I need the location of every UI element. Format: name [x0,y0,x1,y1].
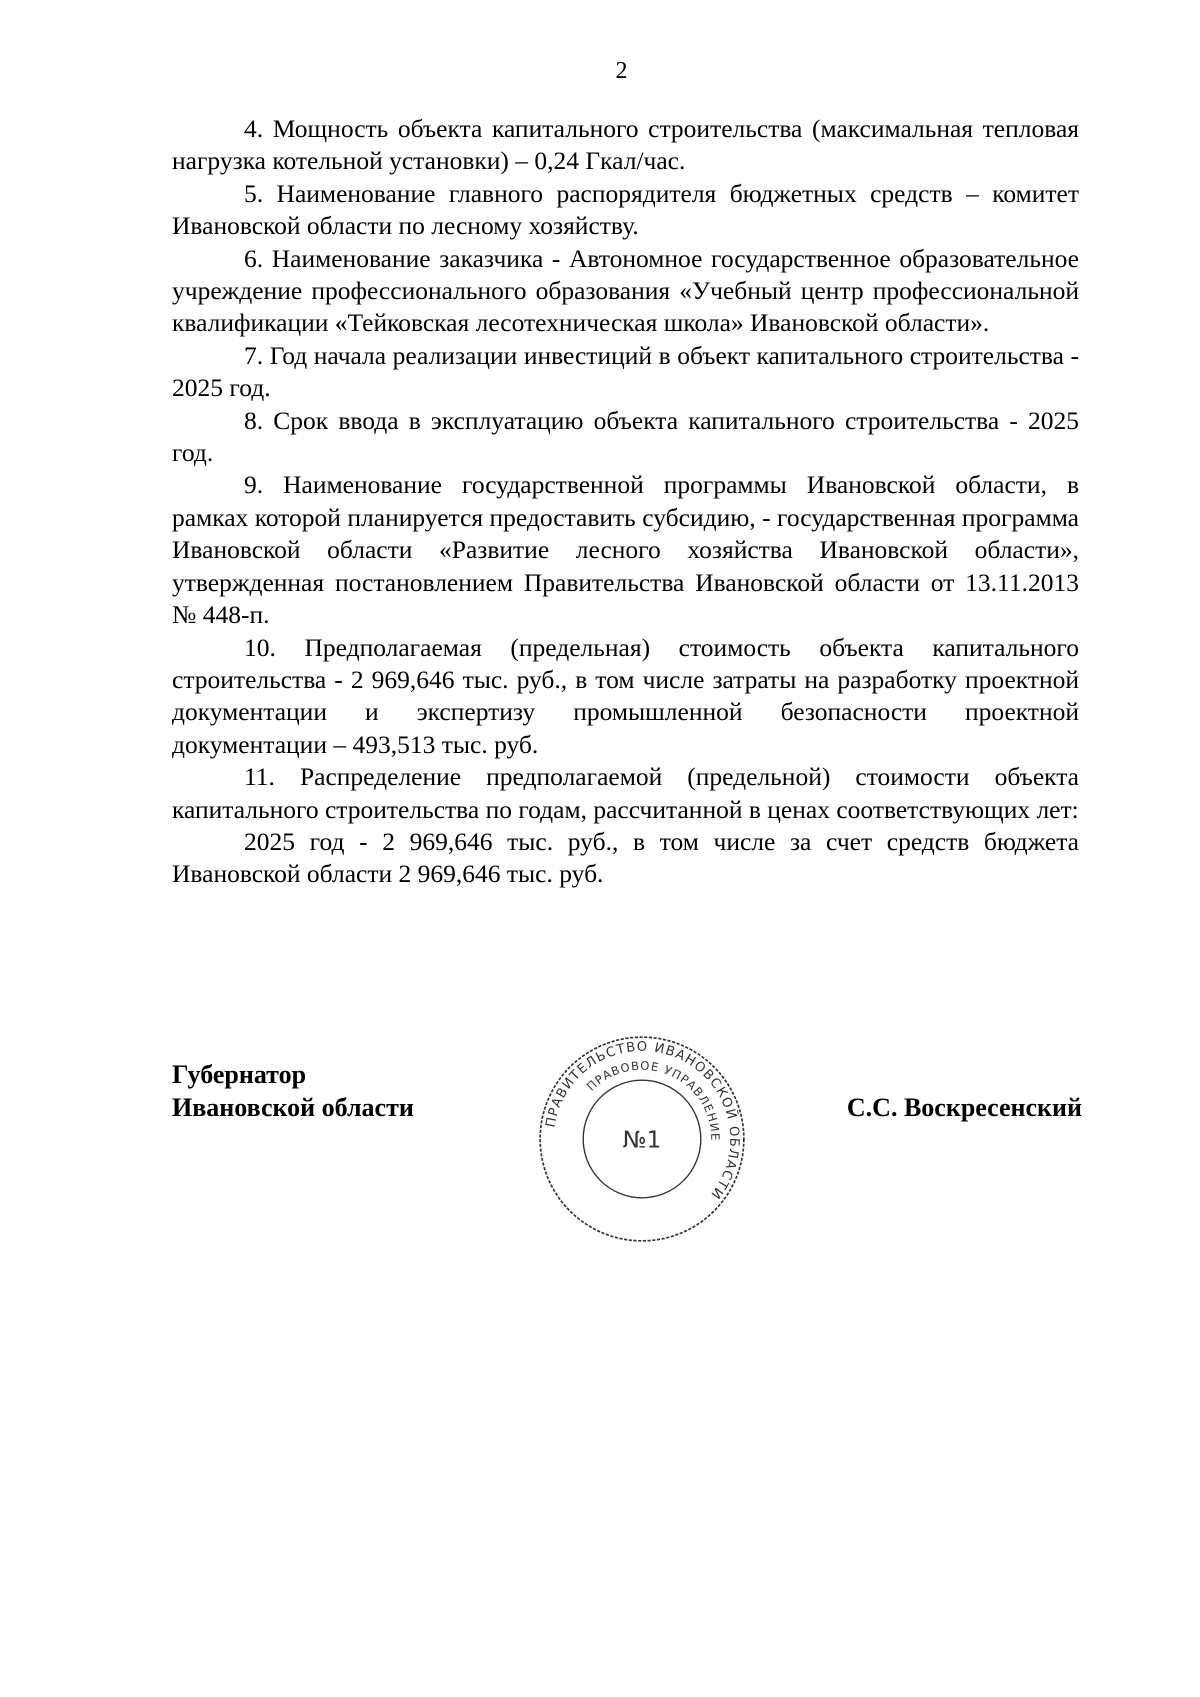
page-number: 2 [615,58,628,84]
paragraph-7: 7. Год начала реализации инвестиций в объект капитального строительства - 2025 год. [172,340,1079,403]
seal-number: №1 [622,1127,662,1154]
official-seal [537,1034,747,1244]
paragraph-6: 6. Наименование заказчика - Автономное государственное образовательное учреждение профессионального образования «Учебный центр профессиональной квалификации «Тейковская лесотехническая школа» Ивановской области». [172,243,1079,338]
signer-name: С.С. Воскресенский [846,1093,1082,1122]
signature-block [172,1039,1082,1238]
paragraph-11: 11. Распределение предполагаемой (предельной) стоимости объекта капитального строительства по годам, рассчитанной в ценах соответствующих лет: [172,762,1079,824]
seal-outer-text: ПРАВИТЕЛЬСТВО ИВАНОВСКОЙ ОБЛАСТИ [543,1039,742,1203]
paragraph-11-detail: 2025 год - 2 969,646 тыс. руб., в том числе за счет средств бюджета Ивановской области 2 969,646 тыс. руб. [172,826,1079,889]
paragraph-10: 10. Предполагаемая (предельная) стоимость объекта капитального строительства - 2 969,646 тыс. руб., в том числе затраты на разработку проектной документации и экспертизу промышленной безопасности проектной документации – 493,513 тыс. руб. [172,632,1079,759]
paragraph-8: 8. Срок ввода в эксплуатацию объекта капитального строительства - 2025 год. [172,405,1079,468]
document-body [172,113,1079,891]
signer-title-line2: Ивановской области [172,1093,414,1122]
seal-inner-text: ПРАВОВОЕ УПРАВЛЕНИЕ [583,1058,723,1142]
paragraph-4: 4. Мощность объекта капитального строительства (максимальная тепловая нагрузка котельной установки) – 0,24 Гкал/час. [172,114,1079,176]
signer-title [172,1058,414,1124]
signer-title-line1: Губернатор [172,1060,307,1089]
paragraph-5: 5. Наименование главного распорядителя бюджетных средств – комитет Ивановской области по лесному хозяйству. [172,178,1079,241]
paragraph-9: 9. Наименование государственной программы Ивановской области, в рамках которой планируется предоставить субсидию, - государственная программа Ивановской области «Развитие лесного хозяйства Ивановской области», утвержденная постановлением Правительства Ивановской области от 13.11.2013 № 448-п. [172,470,1079,630]
